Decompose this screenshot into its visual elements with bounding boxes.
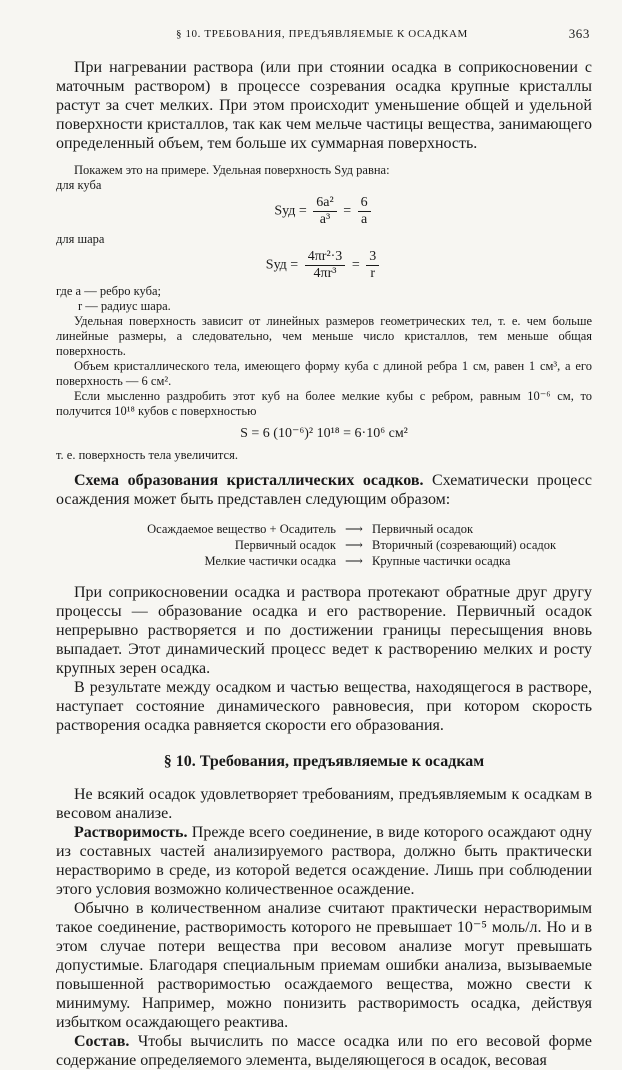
scheme-row: Осаждаемое вещество + Осадитель ⟶ Первичный осадок [147, 522, 474, 536]
sphere-label: для шара [56, 232, 105, 246]
small-paragraph-surface: Удельная поверхность зависит от линейных размеров геометрических тел, т. е. чем больше линейные размеры, а следовательно, чем меньше число кристаллов, тем меньше общая поверхность. [56, 314, 592, 358]
page-number: 363 [568, 26, 590, 41]
paragraph-solubility: Растворимость. Прежде всего соединение, в виде которого осаждают одну из составных частей анализируемого раствора, должно быть практически нерастворимо в среде, из которой ведется осаждение. Лишь при соблюдении этого условия возможно количественное осаждение. [56, 824, 592, 898]
paragraph-requirements: Не всякий осадок удовлетворяет требованиям, предъявляемым к осадкам в весовом анализе. [56, 786, 592, 822]
example-intro: Покажем это на примере. Удельная поверхность Sуд равна: [74, 163, 390, 177]
small-paragraph-split: Если мысленно раздробить этот куб на более мелкие кубы с ребром, равным 10⁻⁶ см, то получится 10¹⁸ кубов с поверхностью [56, 389, 592, 418]
scheme-row: Первичный осадок ⟶ Вторичный (созревающий) осадок [234, 538, 557, 552]
solubility-title: Растворимость. [74, 824, 188, 841]
where-r: r — радиус шара. [78, 299, 171, 313]
section-heading: § 10. Требования, предъявляемые к осадкам [163, 753, 485, 770]
cube-label: для куба [56, 178, 102, 192]
scheme-title: Схема образования кристаллических осадков. [74, 472, 424, 489]
running-header [56, 22, 592, 46]
paragraph-dynamic-equilibrium: В результате между осадком и частью вещества, находящегося в растворе, наступает состояние динамического равновесия, при котором скорость растворения осадка равняется скорости его образования. [56, 679, 592, 734]
running-title: § 10. ТРЕБОВАНИЯ, ПРЕДЪЯВЛЯЕМЫЕ К ОСАДКАМ [176, 28, 468, 40]
sphere-formula: Sуд = $\frac{\text{4πr²·3}}{\text{4πr³}}$ = $\frac{3}{r}$ [56, 249, 592, 282]
paragraph-ripening: При нагревании раствора (или при стоянии осадка в соприкосновении с маточным раствором) в процессе созревания осадка крупные кристаллы растут за счет мелких. При этом происходит уменьшение общей и удельной поверхности кристаллов, так как чем мельче частицы вещества, занимающего определенный объем, тем больше их суммарная поверхность. [56, 59, 592, 152]
paragraph-equilibrium-processes: При соприкосновении осадка и раствора протекают обратные друг другу процессы — образование осадка и его растворение. Первичный осадок непрерывно растворяется и по достижении границы пересыщения вновь выпадает. Этот динамический процесс ведет к растворению мелких и росту крупных зерен осадка. [56, 584, 592, 677]
scheme-row: Мелкие частички осадка ⟶ Крупные частички осадка [204, 554, 511, 568]
scheme-table [56, 521, 592, 569]
paragraph-composition: Состав. Чтобы вычислить по массе осадка или по его весовой форме содержание определяемого элемента, выделяющегося в осадок, весовая [56, 1033, 592, 1069]
composition-title: Состав. [74, 1033, 130, 1050]
cube-formula: Sуд = $\frac{\text{6a²}}{\text{a³}}$ = $\frac{6}{a}$ [56, 195, 592, 228]
paragraph-insoluble: Обычно в количественном анализе считают практически нерастворимым такое соединение, растворимость которого не превышает 10⁻⁵ моль/л. Но и в этом случае потери вещества при весовом анализе могут превышать допустимые. Благодаря специальным приемам ошибки анализа, вызываемые повышенной растворимостью осаждаемого вещества, можно свести к минимуму. Например, можно понизить растворимость осадка, действуя избытком осаждающего реактива. [56, 900, 592, 1031]
increase-text: т. е. поверхность тела увеличится. [56, 448, 238, 462]
small-paragraph-volume: Объем кристаллического тела, имеющего форму куба с длиной ребра 1 см, равен 1 см³, а его поверхность — 6 см². [56, 359, 592, 388]
where-a: где a — ребро куба; [56, 284, 161, 298]
scheme-paragraph: Схема образования кристаллических осадков. Схематически процесс осаждения может быть представлен следующим образом: [56, 472, 592, 508]
surface-formula: S = 6 (10⁻⁶)² 10¹⁸ = 6·10⁶ см² [240, 426, 408, 441]
